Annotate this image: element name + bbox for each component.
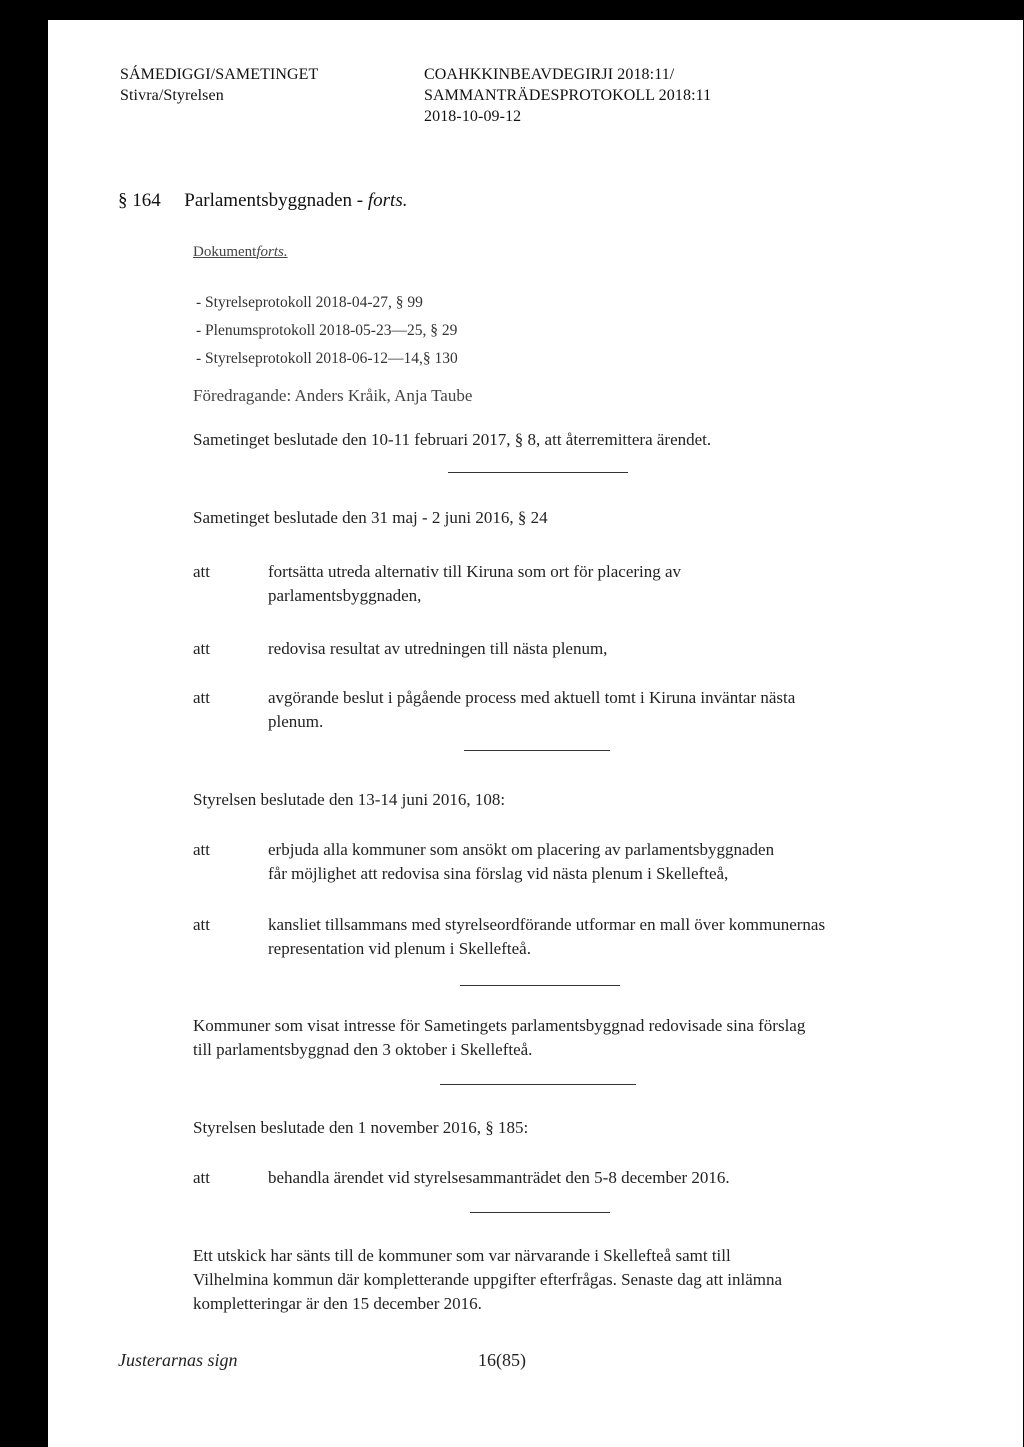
decision-item-line: representation vid plenum i Skellefteå. bbox=[268, 939, 531, 958]
section-divider bbox=[440, 1084, 636, 1085]
decision-item bbox=[268, 913, 825, 961]
header-doc bbox=[424, 64, 711, 127]
documents-label bbox=[193, 244, 288, 261]
decision-2016-may-lead: Sametinget beslutade den 31 maj - 2 juni 2016, § 24 bbox=[193, 508, 548, 527]
decision-item-line: erbjuda alla kommuner som ansökt om placering av parlamentsbyggnaden bbox=[268, 840, 775, 859]
decision-item-line: parlamentsbyggnaden, bbox=[268, 586, 422, 605]
municipalities-text bbox=[193, 1014, 805, 1062]
section-divider bbox=[460, 985, 620, 986]
footer-page-number: 16(85) bbox=[478, 1350, 526, 1370]
documents-label-text: Dokument bbox=[193, 244, 257, 260]
att-marker: att bbox=[193, 639, 210, 658]
att-marker: att bbox=[193, 688, 210, 707]
header-org-line1: SÁMEDIGGI/SAMETINGET bbox=[120, 66, 319, 83]
header-doc-line2: SAMMANTRÄDESPROTOKOLL 2018:11 bbox=[424, 87, 712, 104]
section-title-suffix: forts. bbox=[367, 190, 408, 211]
decision-item-line: plenum. bbox=[268, 712, 324, 731]
section-symbol: § 164 bbox=[118, 190, 161, 211]
municipalities-text-line: Kommuner som visat intresse för Sametingets parlamentsbyggnad redovisade sina förslag bbox=[193, 1016, 806, 1035]
decision-item-line: fortsätta utreda alternativ till Kiruna som ort för placering av bbox=[268, 562, 682, 581]
decision-2016-june-lead: Styrelsen beslutade den 13-14 juni 2016, 108: bbox=[193, 790, 506, 809]
municipalities-text-line: till parlamentsbyggnad den 3 oktober i Skellefteå. bbox=[193, 1040, 533, 1059]
att-marker: att bbox=[193, 1168, 210, 1187]
documents-item: - Plenumsprotokoll 2018-05-23—25, § 29 bbox=[196, 322, 458, 339]
mailing-text-line: Vilhelmina kommun där kompletterande uppgifter efterfrågas. Senaste dag att inlämna bbox=[193, 1270, 783, 1289]
header-doc-line1: COAHKKINBEAVDEGIRJI 2018:11/ bbox=[424, 66, 675, 83]
decision-item-line: kansliet tillsammans med styrelseordförande utformar en mall över kommunernas bbox=[268, 915, 826, 934]
att-marker: att bbox=[193, 562, 210, 581]
att-marker: att bbox=[193, 915, 210, 934]
documents-item: - Styrelseprotokoll 2018-06-12—14,§ 130 bbox=[196, 350, 458, 367]
header-org bbox=[120, 64, 318, 106]
decision-2017: Sametinget beslutade den 10-11 februari 2017, § 8, att återremittera ärendet. bbox=[193, 430, 712, 449]
section-divider bbox=[470, 1212, 610, 1213]
header-date: 2018-10-09-12 bbox=[424, 108, 522, 125]
presenters: Föredragande: Anders Kråik, Anja Taube bbox=[193, 386, 473, 405]
section-divider bbox=[464, 750, 610, 751]
decision-item bbox=[268, 560, 681, 608]
decision-item-line: avgörande beslut i pågående process med aktuell tomt i Kiruna inväntar nästa bbox=[268, 688, 796, 707]
mailing-text bbox=[193, 1244, 782, 1316]
mailing-text-line: Ett utskick har sänts till de kommuner som var närvarande i Skellefteå samt till bbox=[193, 1246, 731, 1265]
documents-label-suffix: forts. bbox=[256, 244, 288, 260]
header-org-line2: Stivra/Styrelsen bbox=[120, 87, 224, 104]
decision-item-line: får möjlighet att redovisa sina förslag vid nästa plenum i Skellefteå, bbox=[268, 864, 729, 883]
decision-item bbox=[268, 686, 795, 734]
decision-2016-nov-lead: Styrelsen beslutade den 1 november 2016, § 185: bbox=[193, 1118, 529, 1137]
section-divider bbox=[448, 472, 628, 473]
decision-item bbox=[268, 838, 774, 886]
documents-item: - Styrelseprotokoll 2018-04-27, § 99 bbox=[196, 294, 423, 311]
section-title-text: Parlamentsbyggnaden - bbox=[184, 190, 364, 211]
section-title bbox=[118, 190, 407, 212]
att-marker: att bbox=[193, 840, 210, 859]
mailing-text-line: kompletteringar är den 15 december 2016. bbox=[193, 1294, 482, 1313]
decision-item: redovisa resultat av utredningen till nästa plenum, bbox=[268, 639, 608, 658]
decision-item: behandla ärendet vid styrelsesammanträdet den 5-8 december 2016. bbox=[268, 1168, 730, 1187]
footer-sign-label: Justerarnas sign bbox=[118, 1350, 238, 1370]
